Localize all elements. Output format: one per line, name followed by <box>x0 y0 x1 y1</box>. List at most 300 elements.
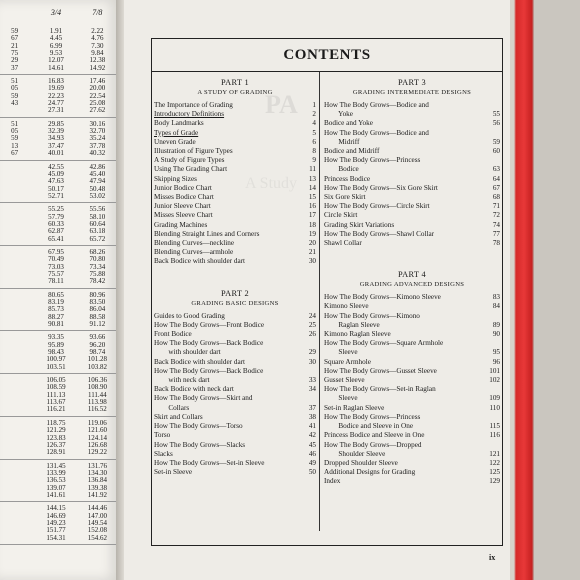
table-cell: 45.09 <box>48 169 64 178</box>
table-cell <box>0 193 35 200</box>
toc-entry[interactable] <box>324 394 500 403</box>
table-cell: 129.22 <box>87 448 107 457</box>
toc-entry-text: Body Landmarks <box>154 119 204 128</box>
table-cell: 27.31 <box>48 106 64 115</box>
table-cell <box>0 449 35 456</box>
table-cell: 152.08 <box>87 526 107 535</box>
toc-entry[interactable] <box>324 477 500 486</box>
toc-entry-title <box>154 321 302 330</box>
table-cell <box>0 356 35 363</box>
toc-entry[interactable] <box>154 367 316 376</box>
toc-entry-title <box>324 459 486 468</box>
table-cell: 63.18 <box>89 227 106 236</box>
table-cell: 73.34 <box>89 262 106 271</box>
table-cell: 59 <box>11 91 19 100</box>
toc-entry-page: 78 <box>492 239 500 248</box>
table-cell: 20.00 <box>89 84 106 93</box>
part-subtitle: GRADING BASIC DESIGNS <box>191 299 279 307</box>
toc-entry-page: 30 <box>308 257 316 266</box>
table-cell: 47.94 <box>89 177 106 186</box>
toc-entry[interactable] <box>324 202 500 211</box>
table-cell: 55.56 <box>89 205 106 214</box>
table-cell: 45.40 <box>89 169 106 178</box>
table-group-rule <box>0 414 118 417</box>
toc-entry[interactable] <box>324 404 500 413</box>
toc-entry[interactable] <box>154 211 316 220</box>
table-cell: 25.08 <box>89 99 106 108</box>
toc-entry[interactable] <box>324 129 500 138</box>
toc-entry-page: 26 <box>308 330 316 339</box>
toc-entry-title <box>324 321 486 330</box>
toc-entry[interactable] <box>154 110 316 119</box>
table-cell: 57.79 <box>48 212 64 221</box>
toc-entry-title <box>324 302 486 311</box>
toc-entry[interactable] <box>154 358 316 367</box>
table-cell: 111.44 <box>87 390 107 399</box>
table-cell: 34.93 <box>48 134 64 143</box>
contents-frame <box>151 38 503 546</box>
toc-entry[interactable] <box>324 459 500 468</box>
table-cell <box>0 427 35 434</box>
table-cell <box>0 505 35 512</box>
toc-entry[interactable] <box>154 394 316 403</box>
toc-entry-text: Sleeve <box>324 394 358 403</box>
toc-entry-page: 2 <box>312 110 316 119</box>
table-cell: 16.83 <box>48 77 64 86</box>
toc-entry-text: How The Body Grows—Back Bodice <box>154 366 264 375</box>
toc-entry-title <box>324 339 486 348</box>
toc-entry[interactable] <box>154 404 316 413</box>
toc-entry-text: Using The Grading Chart <box>154 165 228 174</box>
toc-entry-title <box>154 312 302 321</box>
table-cell: 78.11 <box>48 277 64 286</box>
table-cell: 51 <box>11 77 19 86</box>
toc-entry[interactable] <box>324 312 500 321</box>
toc-entry[interactable] <box>154 147 316 156</box>
toc-entry-title <box>324 239 486 248</box>
toc-entry-text: with shoulder dart <box>154 348 221 357</box>
toc-entry-text: How The Body Grows—Kimono <box>324 311 420 320</box>
table-cell <box>0 527 35 534</box>
table-cell: 67.95 <box>48 247 64 256</box>
toc-entry-title <box>154 376 302 385</box>
toc-entry-title <box>324 221 486 230</box>
table-cell: 134.30 <box>87 468 107 477</box>
table-cell: 40.01 <box>48 149 64 158</box>
toc-entry[interactable] <box>154 175 316 184</box>
table-cell <box>0 364 35 371</box>
table-cell <box>0 264 35 271</box>
toc-entry-page: 13 <box>308 174 316 183</box>
toc-entry[interactable] <box>324 422 500 431</box>
table-group-rule <box>0 286 118 289</box>
table-cell <box>0 520 35 527</box>
toc-entry-title <box>324 184 486 193</box>
toc-entry[interactable] <box>324 175 500 184</box>
table-cell <box>0 171 35 178</box>
toc-entry-page: 42 <box>308 431 316 440</box>
toc-entry[interactable] <box>154 376 316 385</box>
toc-entry-text: Blending Curves—armhole <box>154 248 234 257</box>
toc-entry[interactable] <box>324 468 500 477</box>
toc-entry-text: Index <box>324 477 341 486</box>
table-cell: 75.88 <box>89 269 106 278</box>
toc-entry[interactable] <box>324 431 500 440</box>
toc-entry-title <box>324 348 486 357</box>
toc-entry-title <box>324 358 486 367</box>
table-cell: 22.54 <box>89 91 106 100</box>
table-cell: 100.97 <box>46 355 66 364</box>
table-cell: 141.92 <box>87 490 107 499</box>
table-cell <box>0 485 35 492</box>
table-cell: 6.99 <box>49 41 63 50</box>
toc-entry[interactable] <box>324 302 500 311</box>
toc-entry-text: Back Bodice with neck dart <box>154 385 234 394</box>
toc-entry-text: Dropped Shoulder Sleeve <box>324 458 398 467</box>
toc-entry-text: Illustration of Figure Types <box>154 147 233 156</box>
table-group-rule <box>0 200 118 203</box>
table-cell: 40.32 <box>89 149 106 158</box>
table-cell: 2.22 <box>91 27 104 35</box>
toc-entry-text: Midriff <box>324 137 360 146</box>
table-cell: 121.29 <box>46 426 66 435</box>
table-cell: 113.98 <box>87 398 107 407</box>
toc-entry-title <box>154 110 302 119</box>
toc-entry[interactable] <box>154 230 316 239</box>
table-row <box>0 364 118 371</box>
table-cell: 4.45 <box>49 34 63 43</box>
toc-entry-text: How The Body Grows—Torso <box>154 422 243 431</box>
toc-entry-page: 84 <box>492 302 500 311</box>
toc-entry-title <box>154 441 302 450</box>
table-cell: 83.19 <box>48 298 64 306</box>
table-cell <box>0 178 35 185</box>
toc-entry[interactable] <box>154 101 316 110</box>
toc-entry[interactable] <box>154 119 316 128</box>
toc-entry-page: 45 <box>308 440 316 449</box>
toc-entry-text: Types of Grade <box>154 128 199 137</box>
table-cell: 32.39 <box>48 127 64 136</box>
table-cell: 29.85 <box>48 119 64 128</box>
table-cell: 53.02 <box>89 191 106 200</box>
table-cell: 144.15 <box>46 504 66 513</box>
toc-entry[interactable] <box>154 165 316 174</box>
toc-entry[interactable] <box>324 221 500 230</box>
toc-entry[interactable] <box>154 257 316 266</box>
toc-entry-page: 102 <box>489 376 500 385</box>
toc-entry[interactable] <box>324 358 500 367</box>
toc-entry[interactable] <box>324 441 500 450</box>
toc-entry[interactable] <box>154 348 316 357</box>
table-cell: 05 <box>11 84 19 93</box>
toc-entry[interactable] <box>154 221 316 230</box>
table-group-rule <box>0 457 118 460</box>
toc-entry-text: Princess Bodice and Sleeve in One <box>324 431 425 440</box>
table-cell: 24.77 <box>48 99 64 108</box>
table-cell <box>0 107 35 114</box>
toc-entry-page: 49 <box>308 458 316 467</box>
table-cell <box>0 228 35 235</box>
toc-entry-title <box>324 330 486 339</box>
table-cell <box>0 470 35 477</box>
table-cell <box>0 492 35 499</box>
toc-entry-page: 110 <box>489 403 500 412</box>
table-cell: 116.21 <box>46 405 66 414</box>
table-cell: 95.89 <box>48 340 64 349</box>
table-cell: 68.26 <box>89 247 106 256</box>
table-cell <box>0 377 35 384</box>
table-cell: 73.03 <box>48 262 64 271</box>
table-cell <box>0 186 35 193</box>
toc-entry-title <box>154 202 302 211</box>
toc-entry-title <box>154 211 302 220</box>
table-cell: 91.12 <box>89 320 106 329</box>
toc-entry[interactable] <box>154 385 316 394</box>
conversion-table <box>0 2 118 548</box>
toc-entry-page: 19 <box>308 229 316 238</box>
toc-entry[interactable] <box>324 211 500 220</box>
toc-entry-title <box>324 385 486 394</box>
previous-page <box>0 0 120 580</box>
table-cell: 58.10 <box>89 212 106 221</box>
toc-entry-title <box>324 175 486 184</box>
toc-entry-title <box>154 230 302 239</box>
table-cell: 144.46 <box>87 504 107 513</box>
table-cell: 37 <box>11 63 19 72</box>
table-cell: 14.61 <box>48 63 64 72</box>
table-cell: 154.62 <box>87 533 107 542</box>
toc-entry[interactable] <box>154 422 316 431</box>
toc-entry[interactable] <box>154 450 316 459</box>
toc-entry[interactable] <box>324 330 500 339</box>
toc-entry[interactable] <box>324 184 500 193</box>
table-cell: 37.47 <box>48 141 64 150</box>
toc-entry[interactable] <box>324 119 500 128</box>
toc-entry[interactable] <box>154 330 316 339</box>
toc-entry[interactable] <box>324 101 500 110</box>
table-group-rule <box>0 328 118 331</box>
table-cell <box>0 349 35 356</box>
toc-entry-text: Set-in Sleeve <box>154 468 193 477</box>
table-cell: 131.45 <box>46 461 66 470</box>
part-subtitle: GRADING ADVANCED DESIGNS <box>359 281 465 289</box>
toc-entry-page: 18 <box>308 220 316 229</box>
toc-entry[interactable] <box>154 339 316 348</box>
table-cell: 67 <box>11 149 19 158</box>
table-cell: 149.23 <box>46 518 66 527</box>
table-cell: 139.07 <box>46 483 66 492</box>
toc-entry[interactable] <box>154 138 316 147</box>
toc-entry[interactable] <box>154 459 316 468</box>
table-cell: 98.74 <box>89 348 106 357</box>
toc-entry[interactable] <box>154 248 316 257</box>
table-row <box>0 406 118 413</box>
table-cell: 88.27 <box>48 312 64 321</box>
table-cell: 9.84 <box>91 49 104 58</box>
toc-entry-title <box>324 119 486 128</box>
toc-entry[interactable] <box>154 441 316 450</box>
toc-entry-title <box>324 376 486 385</box>
toc-entry[interactable] <box>324 239 500 248</box>
table-cell: 139.38 <box>87 483 107 492</box>
table-cell: 136.84 <box>87 476 107 485</box>
page-title: CONTENTS <box>283 46 371 63</box>
toc-entry-text: Slacks <box>154 449 173 458</box>
toc-entry-text: Set-in Raglan Sleeve <box>324 403 385 412</box>
toc-entry[interactable] <box>324 348 500 357</box>
toc-entry-page: 67 <box>492 183 500 192</box>
toc-entry-page: 21 <box>308 248 316 257</box>
toc-entry-title <box>154 147 302 156</box>
toc-entry[interactable] <box>154 468 316 477</box>
table-cell: 42.86 <box>89 162 106 171</box>
toc-entry-title <box>324 367 486 376</box>
toc-entry-title <box>324 413 486 422</box>
toc-entry[interactable] <box>324 165 500 174</box>
toc-entry-page: 8 <box>312 147 316 156</box>
table-cell: 4.76 <box>91 34 104 43</box>
toc-entry[interactable] <box>154 321 316 330</box>
table-cell: 70.80 <box>89 255 106 264</box>
toc-entry-title <box>154 193 302 202</box>
table-group-rule <box>0 499 118 502</box>
toc-entry[interactable] <box>324 156 500 165</box>
table-cell: 50.17 <box>48 184 64 193</box>
part-section <box>154 289 316 478</box>
table-header <box>0 2 118 28</box>
toc-entry[interactable] <box>324 230 500 239</box>
toc-entry[interactable] <box>324 110 500 119</box>
toc-entry[interactable] <box>154 239 316 248</box>
table-cell: 65.41 <box>48 234 64 243</box>
table-cell <box>0 435 35 442</box>
table-cell: 121.60 <box>87 426 107 435</box>
toc-entry-page: 38 <box>308 412 316 421</box>
toc-entry[interactable] <box>324 385 500 394</box>
toc-entry-text: How The Body Grows—Gusset Sleeve <box>324 366 437 375</box>
toc-entry-text: Kimono Sleeve <box>324 302 369 311</box>
toc-entry-text: Back Bodice with shoulder dart <box>154 257 246 266</box>
toc-entry-page: 11 <box>309 165 316 174</box>
toc-entry-title <box>154 138 302 147</box>
part-heading: PART 2 <box>220 288 250 298</box>
toc-entry[interactable] <box>154 184 316 193</box>
table-row <box>0 492 118 499</box>
table-cell <box>0 463 35 470</box>
toc-entry-title <box>324 211 486 220</box>
toc-entry-title <box>154 101 302 110</box>
toc-entry[interactable] <box>324 450 500 459</box>
toc-entry[interactable] <box>154 202 316 211</box>
toc-entry[interactable] <box>324 376 500 385</box>
toc-entry-title <box>154 119 302 128</box>
toc-entry-text: How The Body Grows—Princess <box>324 156 421 165</box>
table-cell: 30.16 <box>89 119 106 128</box>
toc-entry-text: Kimono Raglan Sleeve <box>324 330 391 339</box>
table-cell: 106.05 <box>46 376 66 385</box>
left-column <box>154 72 316 477</box>
toc-entry-title <box>154 413 302 422</box>
table-cell: 154.31 <box>46 533 66 542</box>
table-cell: 37.78 <box>89 141 106 150</box>
toc-entry-page: 15 <box>308 193 316 202</box>
table-cell: 131.76 <box>87 461 107 470</box>
toc-entry-title <box>154 459 302 468</box>
toc-entry-text: Grading Machines <box>154 220 208 229</box>
toc-entry[interactable] <box>324 367 500 376</box>
table-cell <box>0 513 35 520</box>
table-cell: 106.36 <box>87 376 107 385</box>
table-cell: 43 <box>11 99 19 108</box>
table-cell: 60.33 <box>48 219 64 228</box>
toc-entry[interactable] <box>324 147 500 156</box>
toc-entry-page: 55 <box>492 110 500 119</box>
toc-entry-title <box>324 431 486 440</box>
toc-entry-title <box>324 404 486 413</box>
table-cell: 147.00 <box>87 511 107 520</box>
toc-entry-text: Skirt and Collars <box>154 412 203 421</box>
toc-entry-title <box>324 293 486 302</box>
toc-entry[interactable] <box>324 293 500 302</box>
show-through-text-2: A Study <box>245 175 298 192</box>
toc-entry-page: 9 <box>312 156 316 165</box>
table-cell: 113.67 <box>46 398 66 407</box>
toc-entry-page: 95 <box>492 348 500 357</box>
toc-entry[interactable] <box>154 312 316 321</box>
toc-entry-page: 5 <box>312 128 316 137</box>
table-cell <box>0 164 35 171</box>
toc-entry[interactable] <box>324 193 500 202</box>
toc-entry-title <box>324 129 486 138</box>
table-cell <box>0 384 35 391</box>
table-cell: 70.49 <box>48 255 64 264</box>
right-column <box>324 72 500 487</box>
toc-entry-page: 34 <box>308 385 316 394</box>
toc-entry-page: 59 <box>492 137 500 146</box>
toc-entry-title <box>324 110 486 119</box>
table-cell <box>0 306 35 313</box>
table-cell <box>0 236 35 243</box>
table-cell: 50.48 <box>89 184 106 193</box>
toc-entry[interactable] <box>324 339 500 348</box>
toc-entry[interactable] <box>154 193 316 202</box>
toc-entry-text: Additional Designs for Grading <box>324 468 416 477</box>
part-heading: PART 1 <box>220 78 250 87</box>
toc-entry-text: Junior Bodice Chart <box>154 183 212 192</box>
table-cell: 80.96 <box>89 290 106 299</box>
toc-entry[interactable] <box>324 321 500 330</box>
toc-entry[interactable] <box>324 413 500 422</box>
toc-entry[interactable] <box>324 138 500 147</box>
table-cell: 32.70 <box>89 127 106 136</box>
toc-entry-text: Raglan Sleeve <box>324 320 380 329</box>
table-row <box>0 65 118 72</box>
toc-entry[interactable] <box>154 431 316 440</box>
column-divider <box>319 72 320 531</box>
table-cell: 133.99 <box>46 468 66 477</box>
toc-entry-title <box>324 147 486 156</box>
toc-entry-text: A Study of Figure Types <box>154 156 225 165</box>
toc-entry-page: 64 <box>492 174 500 183</box>
toc-entry-text: Skipping Sizes <box>154 174 197 183</box>
table-cell: 12.07 <box>48 56 64 65</box>
toc-entry[interactable] <box>154 413 316 422</box>
toc-entry-title <box>154 184 302 193</box>
toc-entry[interactable] <box>154 156 316 165</box>
table-header-cell: 3/4 <box>50 8 62 17</box>
toc-entry[interactable] <box>154 129 316 138</box>
toc-entry-text: Back Bodice with shoulder dart <box>154 357 246 366</box>
